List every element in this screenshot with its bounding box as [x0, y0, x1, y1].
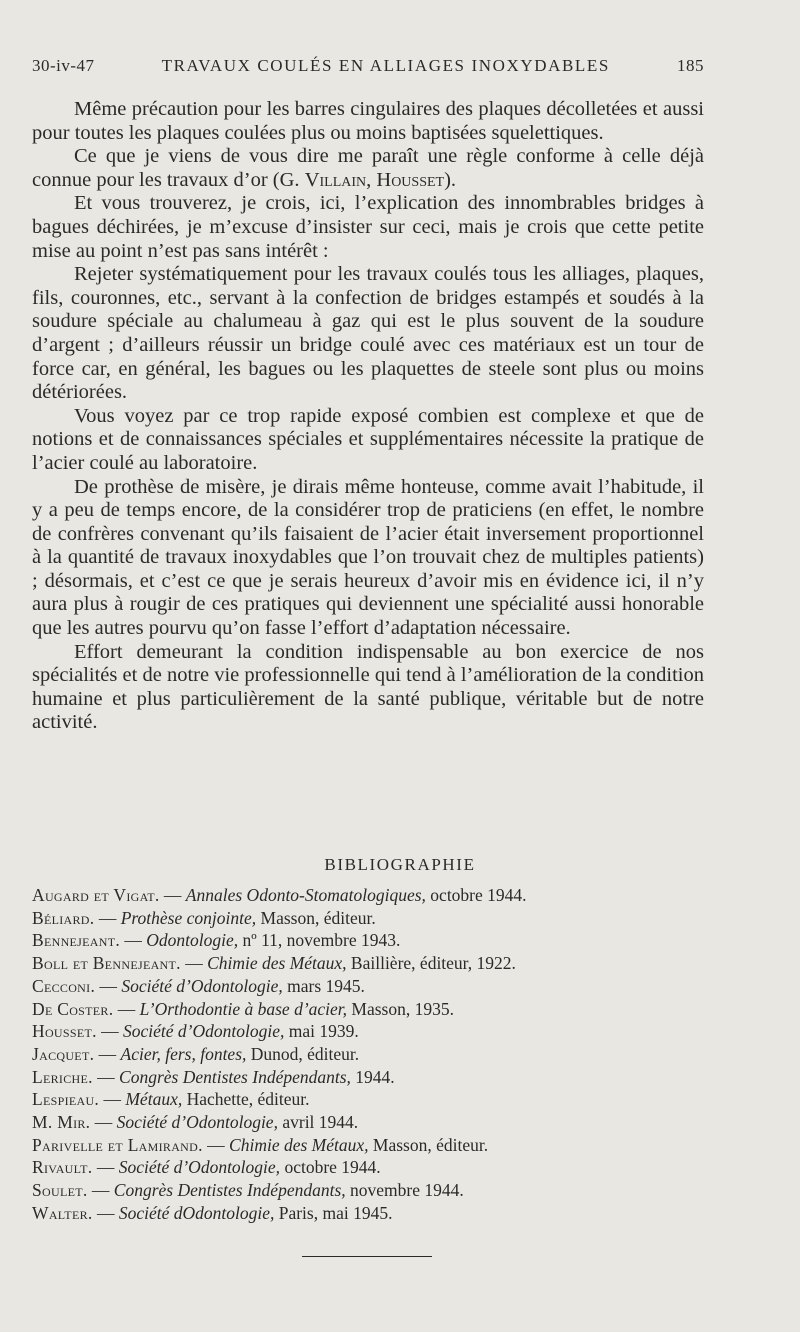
entry-title: Métaux,	[125, 1089, 183, 1110]
author-name: Housset	[376, 168, 445, 191]
entry-title: Société d’Odontologie,	[118, 1157, 281, 1178]
entry-title: Congrès Dentistes Indépendants,	[113, 1180, 346, 1201]
bibliography-entry: Jacquet. — Acier, fers, fontes, Dunod, éditeur.	[32, 1043, 360, 1064]
text-fragment: Effort demeurant la condition indispensable au bon exercice de nos spécialités et de notre vie professionnelle qui tend à l’amélioration de la condition humaine et plus particulièrement de la santé publique, véritable but de notre activité.	[32, 640, 704, 734]
running-title: TRAVAUX COULÉS EN ALLIAGES INOXYDABLES	[161, 56, 610, 75]
entry-details: avril 1944.	[282, 1112, 359, 1133]
entry-details: Hachette, éditeur.	[186, 1089, 310, 1110]
entry-title: Chimie des Métaux,	[229, 1134, 369, 1155]
entry-author: Augard et Vigat.	[32, 885, 160, 905]
text-fragment: Vous voyez par ce trop rapide exposé combien est complexe et que de notions et de connaissances spéciales et supplémentaires nécessite la pratique de l’acier coulé au laboratoire.	[32, 404, 704, 474]
bibliography-entry: Leriche. — Congrès Dentistes Indépendants, 1944.	[32, 1066, 395, 1087]
entry-details: Masson, 1935.	[351, 998, 454, 1019]
entry-author: Rivault.	[32, 1157, 93, 1178]
entry-title: Société dOdontologie,	[118, 1202, 275, 1223]
entry-title: Annales Odonto-Stomatologiques,	[185, 885, 426, 905]
entry-title: Congrès Dentistes Indépendants,	[119, 1066, 351, 1087]
bibliography-entry: M. Mir. — Société d’Odontologie, avril 1944.	[32, 1112, 359, 1133]
bibliography-entry: Bennejeant. — Odontologie, nº 11, novembre 1943.	[32, 930, 401, 951]
entry-details: Masson, éditeur.	[372, 1134, 489, 1155]
text-fragment: Et vous trouverez, je crois, ici, l’explication des innombrables bridges à bagues déchirées, je m’excuse d’insister sur ceci, mais je crois que cette petite mise au point n’est pas sans intérêt :	[32, 192, 704, 262]
bibliography-entry: Housset. — Société d’Odontologie, mai 1939.	[32, 1021, 359, 1042]
entry-details: 1944.	[355, 1066, 395, 1087]
entry-author: Jacquet.	[32, 1043, 95, 1064]
entry-title: Société d’Odontologie,	[123, 1021, 285, 1042]
text-fragment: De prothèse de misère, je dirais même honteuse, comme avait l’habitude, il y a peu de temps encore, de la considérer trop de praticiens (en effet, le nombre de confrères convenant qu’ils faisaient de l’acier était inversement proportionnel à la quantité de travaux inoxydables que l’on trouvait chez de multiples patients) ; désormais, et c’est ce que je serais heureux d’avoir mis en évidence ici, il n’y aura plus à rougir de ces pratiques qui deviennent une spécialité aussi honorable que les autres pourvu qu’on fasse l’effort d’adaptation nécessaire.	[32, 475, 704, 640]
entry-author: Soulet.	[32, 1180, 88, 1201]
entry-details: mars 1945.	[287, 975, 365, 996]
entry-author: Parivelle et Lamirand.	[32, 1134, 203, 1155]
bibliography-entry: Rivault. — Société d’Odontologie, octobre 1944.	[32, 1157, 381, 1178]
running-header	[32, 56, 704, 76]
bibliography-entry: Walter. — Société dOdontologie, Paris, mai 1945.	[32, 1202, 393, 1223]
body-text	[32, 98, 704, 735]
page-number: 185	[677, 56, 704, 75]
entry-author: Boll et Bennejeant.	[32, 953, 181, 974]
paragraph	[32, 145, 704, 192]
text-fragment: ,	[366, 168, 377, 191]
entry-title: Acier, fers, fontes,	[120, 1043, 247, 1064]
entry-title: Odontologie,	[146, 930, 239, 951]
entry-author: M. Mir.	[32, 1112, 91, 1133]
bibliography-entry: De Coster. — L’Orthodontie à base d’acier, Masson, 1935.	[32, 998, 454, 1019]
entry-title: Prothèse conjointe,	[120, 907, 257, 928]
closing-rule	[302, 1256, 432, 1257]
author-name: Villain	[304, 168, 367, 191]
bibliography-entry: Parivelle et Lamirand. — Chimie des Métaux, Masson, éditeur.	[32, 1134, 489, 1155]
bibliography-entry: Béliard. — Prothèse conjointe, Masson, éditeur.	[32, 907, 376, 928]
paragraph	[32, 405, 704, 476]
paragraph	[32, 641, 704, 735]
bibliography-entry: Boll et Bennejeant. — Chimie des Métaux, Baillière, éditeur, 1922.	[32, 953, 516, 974]
entry-title: Chimie des Métaux,	[207, 953, 347, 974]
paragraph	[32, 192, 704, 263]
header-date: 30-iv-47	[32, 56, 95, 75]
entry-author: Bennejeant.	[32, 930, 121, 951]
bibliography-entry: Lespieau. — Métaux, Hachette, éditeur.	[32, 1089, 310, 1110]
entry-title: L’Orthodontie à base d’acier,	[139, 998, 348, 1019]
paragraph	[32, 98, 704, 145]
entry-details: novembre 1944.	[350, 1180, 464, 1201]
entry-details: Masson, éditeur.	[260, 907, 376, 928]
entry-author: Housset.	[32, 1021, 97, 1042]
bibliography-entry: Augard et Vigat. — Annales Odonto-Stomatologiques, octobre 1944.	[32, 885, 527, 905]
paragraph	[32, 476, 704, 641]
text-fragment: Ce que je viens de vous dire me paraît une règle conforme à celle déjà connue pour les travaux d’or (G.	[32, 145, 704, 191]
bibliography-entry: Soulet. — Congrès Dentistes Indépendants, novembre 1944.	[32, 1180, 464, 1201]
entry-author: Béliard.	[32, 907, 95, 928]
entry-title: Société d’Odontologie,	[116, 1112, 278, 1133]
bibliography-list	[32, 884, 712, 1225]
entry-title: Société d’Odontologie,	[121, 975, 283, 996]
entry-details: mai 1939.	[288, 1021, 359, 1042]
entry-author: Walter.	[32, 1202, 93, 1223]
entry-details: Dunod, éditeur.	[250, 1043, 360, 1064]
entry-author: Leriche.	[32, 1066, 93, 1087]
entry-details: Paris, mai 1945.	[278, 1202, 393, 1223]
entry-author: De Coster.	[32, 998, 114, 1019]
entry-author: Lespieau.	[32, 1089, 100, 1110]
text-fragment: ).	[444, 168, 457, 191]
entry-details: octobre 1944.	[430, 885, 527, 905]
entry-details: nº 11, novembre 1943.	[242, 930, 401, 951]
paragraph	[32, 263, 704, 405]
text-fragment: Rejeter systématiquement pour les travaux coulés tous les alliages, plaques, fils, couronnes, etc., servant à la confection de bridges estampés et soudés à la soudure spéciale au chalumeau à gaz qui est le plus souvent de la soudure d’argent ; d’ailleurs réussir un bridge coulé avec ces matériaux est un tour de force car, en général, les bagues ou les plaquettes de steele sont plus ou moins détériorées.	[32, 263, 704, 404]
entry-details: Baillière, éditeur, 1922.	[350, 953, 516, 974]
entry-author: Cecconi.	[32, 975, 96, 996]
bibliography-heading: BIBLIOGRAPHIE	[324, 855, 476, 874]
text-fragment: Même précaution pour les barres cingulaires des plaques décolletées et aussi pour toutes les plaques coulées plus ou moins baptisées squelettiques.	[32, 98, 704, 144]
entry-details: octobre 1944.	[284, 1157, 381, 1178]
bibliography-entry: Cecconi. — Société d’Odontologie, mars 1945.	[32, 975, 365, 996]
